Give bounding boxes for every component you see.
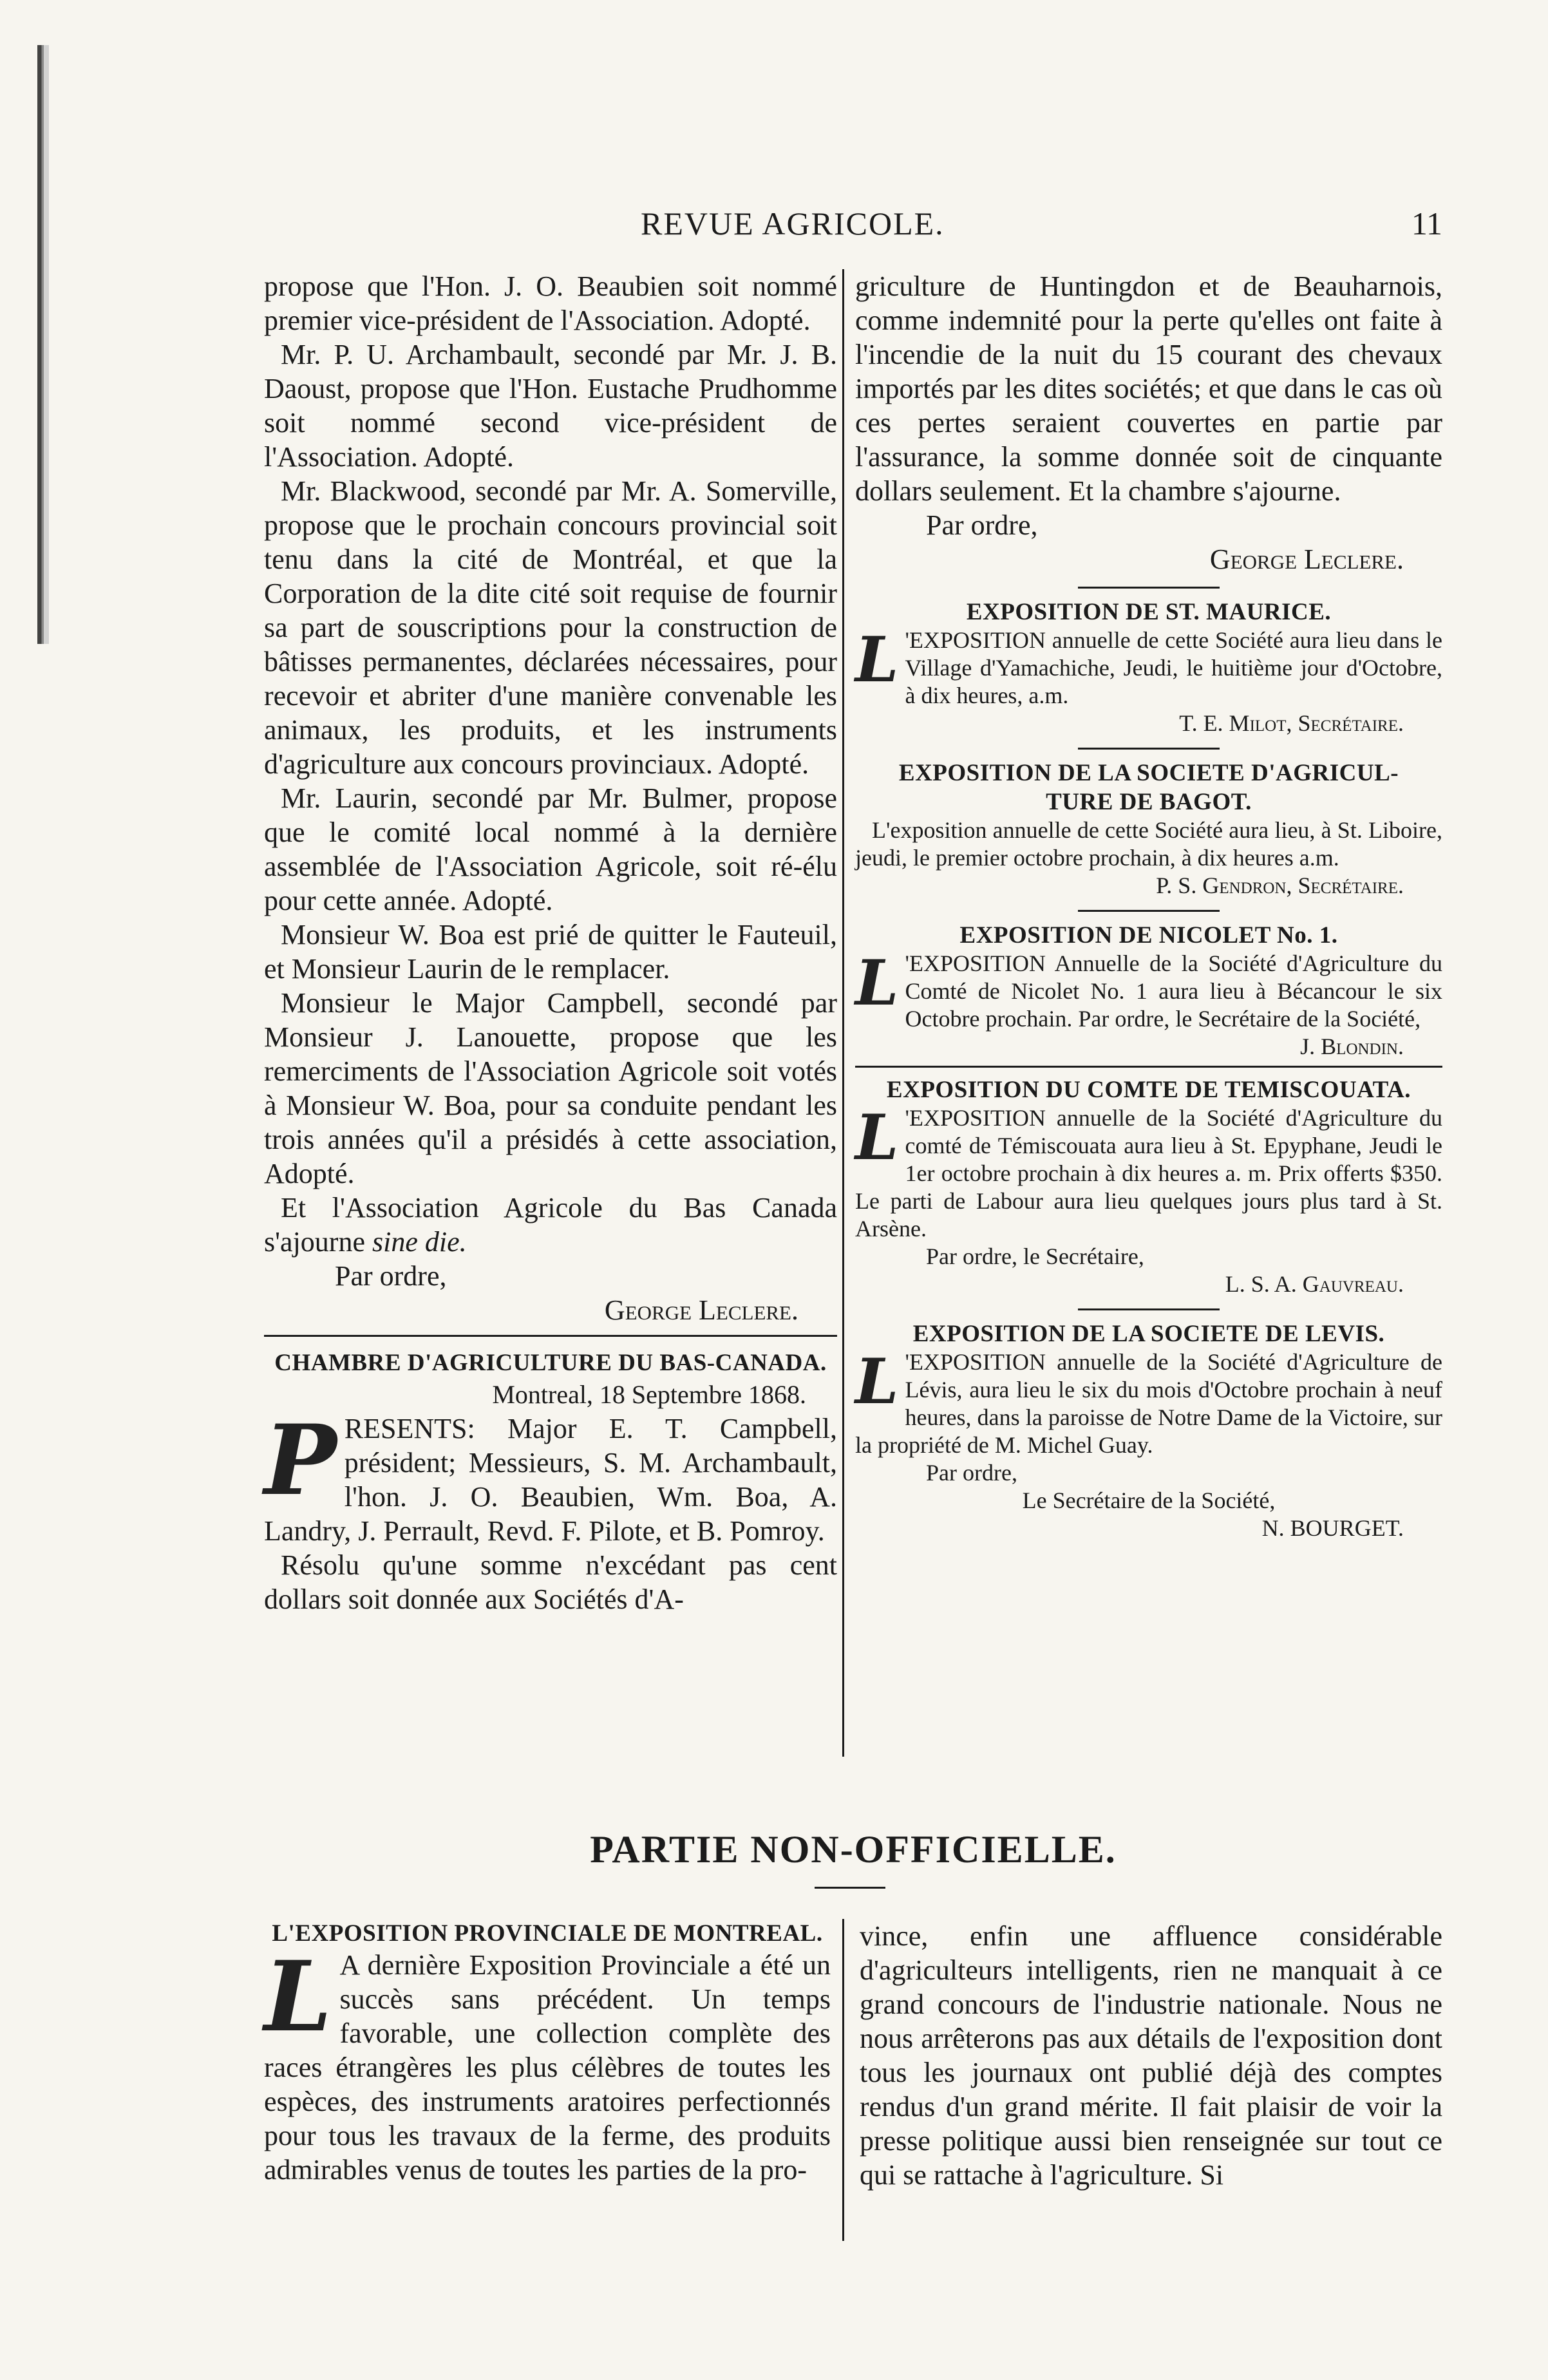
signature: George Leclere. <box>604 1294 798 1326</box>
page-header <box>264 205 1442 250</box>
signature: George Leclere. <box>1209 543 1404 575</box>
chambre-heading: CHAMBRE D'AGRICULTURE DU BAS-CANADA. <box>274 1350 827 1376</box>
paragraph <box>264 1191 837 1259</box>
paragraph: Résolu qu'une somme n'excédant pas cent dollars soit donnée aux Sociétés d'A- <box>264 1549 837 1615</box>
secretaire-line: Le Secrétaire de la Société, <box>1022 1488 1276 1513</box>
st-maurice-notice <box>855 623 1442 710</box>
notice-text: 'EXPOSITION Annuelle de la Société d'Agriculture du Comté de Nicolet No. 1 aura lieu à Bécancour le six Octobre prochain. Par ordre, le Secrétaire de la Société, <box>905 950 1442 1032</box>
ornamental-initial-l: L <box>855 623 899 696</box>
ornamental-initial-p: P <box>264 1404 337 1517</box>
paragraph: griculture de Huntingdon et de Beauharnois, comme indemnité pour la perte qu'elles ont faite à l'incendie de la nuit du 15 courant des chevaux importés par les dites sociétés; et que dans le cas où ces pertes seraient couvertes en partie par l'assurance, la somme donnée soit de cinquante dollars seulement. Et la chambre s'ajourne. <box>855 270 1442 507</box>
par-ordre: Par ordre, <box>926 509 1038 541</box>
st-maurice-heading: EXPOSITION DE ST. MAURICE. <box>966 599 1332 625</box>
ornamental-initial-l: L <box>855 1345 899 1418</box>
levis-notice <box>855 1345 1442 1459</box>
paragraph: Mr. Laurin, secondé par Mr. Bulmer, propose que le comité local nommé à la dernière assemblée de l'Association Agricole, soit ré-élu pour cette année. Adopté. <box>264 782 837 916</box>
notice-signature: P. S. Gendron, Secrétaire. <box>1156 873 1404 898</box>
par-ordre: Par ordre, <box>335 1260 447 1292</box>
paragraph: Monsieur W. Boa est prié de quitter le Fauteuil, et Monsieur Laurin de le remplacer. <box>264 919 837 985</box>
section-title: PARTIE NON-OFFICIELLE. <box>590 1828 1117 1871</box>
nicolet-heading: EXPOSITION DE NICOLET No. 1. <box>959 922 1338 949</box>
page-number: 11 <box>1411 205 1442 241</box>
par-ordre: Par ordre, <box>926 1460 1017 1486</box>
temiscouata-heading: EXPOSITION DU COMTE DE TEMISCOUATA. <box>886 1077 1411 1103</box>
paragraph-text: Et l'Association Agricole du Bas Canada s'ajourne <box>264 1192 837 1258</box>
article-paragraph: vince, enfin une affluence considérable d'agriculteurs intelligents, rien ne manquait à ce grand concours de l'industrie nationale. Nous ne nous arrêterons pas aux détails de l'exposition dont tous les journaux ont publié déjà des comptes rendus d'un grand mérite. Il fait plaisir de voir la presse politique aussi bien renseignée sur tout ce qui se rattache à l'agriculture. Si <box>860 1920 1442 2191</box>
divider <box>1078 910 1220 912</box>
notice-text: 'EXPOSITION annuelle de la Société d'Agriculture du comté de Témiscouata aura lieu à St. Epyphane, Jeudi le 1er octobre prochain à dix heures a. m. Prix offerts $350. Le parti de Labour aura lieu quelques jours plus tard à St. Arsène. <box>855 1105 1442 1242</box>
divider <box>1078 587 1220 589</box>
article-paragraph <box>264 1940 831 2187</box>
ornamental-initial-l: L <box>264 1940 332 2054</box>
article-heading: L'EXPOSITION PROVINCIALE DE MONTREAL. <box>272 1920 823 1947</box>
scan-edge-decoration <box>37 45 49 644</box>
notice-text: 'EXPOSITION annuelle de cette Société aura lieu dans le Village d'Yamachiche, Jeudi, le huitième jour d'Octobre, à dix heures, a.m. <box>905 627 1442 708</box>
article-right-column <box>860 1919 1442 2192</box>
notice-signature: L. S. A. Gauvreau. <box>1225 1271 1404 1297</box>
running-title: REVUE AGRICOLE. <box>641 205 945 241</box>
par-ordre: Par ordre, le Secrétaire, <box>926 1243 1144 1269</box>
left-column <box>264 269 837 1616</box>
article-text: A dernière Exposition Provinciale a été un succès sans précédent. Un temps favorable, une collection complète des races étrangères les plus célèbres de toutes les espèces, des instruments aratoires perfectionnés pour tous les travaux de la ferme, des produits admirables venus de toutes les parties de la pro- <box>264 1949 831 2186</box>
presents-text: RESENTS: Major E. T. Campbell, président; Messieurs, S. M. Archambault, l'hon. J. O. Beaubien, Wm. Boa, A. Landry, J. Perrault, Revd. F. Pilote, et B. Pomroy. <box>264 1413 837 1547</box>
section-divider <box>815 1887 885 1889</box>
bagot-heading-2: TURE DE BAGOT. <box>1046 789 1252 815</box>
ornamental-initial-l: L <box>855 947 899 1019</box>
paragraph: Mr. Blackwood, secondé par Mr. A. Somerville, propose que le prochain concours provincial soit tenu dans la cité de Montréal, et que la Corporation de la dite cité soit requise de fournir sa part de souscriptions pour la construction de bâtisses permanentes, déclarées nécessaires, pour recevoir et abriter d'une manière convenable les animaux, les produits, et les instruments d'agriculture aux concours provinciaux. Adopté. <box>264 475 837 780</box>
divider <box>1078 1308 1220 1310</box>
ornamental-initial-l: L <box>855 1101 899 1174</box>
levis-heading: EXPOSITION DE LA SOCIETE DE LEVIS. <box>912 1321 1385 1347</box>
column-divider <box>842 269 844 1757</box>
bagot-heading-1: EXPOSITION DE LA SOCIETE D'AGRICUL- <box>898 760 1399 786</box>
right-column <box>855 269 1442 1542</box>
temiscouata-notice <box>855 1101 1442 1243</box>
paragraph: Monsieur le Major Campbell, secondé par Monsieur J. Lanouette, propose que les remerciments de l'Association Agricole soit votés à Monsieur W. Boa, pour sa conduite pendant les trois années qu'il a présidés à cette association, Adopté. <box>264 987 837 1189</box>
paragraph: propose que l'Hon. J. O. Beaubien soit nommé premier vice-président de l'Association. Adopté. <box>264 270 837 336</box>
article-left-column <box>264 1919 831 2187</box>
latin-phrase: sine die. <box>372 1226 467 1258</box>
presents-paragraph <box>264 1404 837 1548</box>
column-divider <box>842 1919 844 2241</box>
notice-text: 'EXPOSITION annuelle de la Société d'Agriculture de Lévis, aura lieu le six du mois d'Octobre prochain à neuf heures, dans la paroisse de Notre Dame de la Victoire, sur la propriété de M. Michel Guay. <box>855 1349 1442 1458</box>
notice-signature: J. Blondin. <box>1300 1034 1404 1059</box>
bagot-notice: L'exposition annuelle de cette Société aura lieu, à St. Liboire, jeudi, le premier octobre prochain, à dix heures a.m. <box>855 817 1442 871</box>
divider <box>264 1335 837 1337</box>
chambre-date: Montreal, 18 Septembre 1868. <box>492 1380 806 1409</box>
nicolet-notice <box>855 947 1442 1033</box>
divider <box>1078 748 1220 750</box>
notice-signature: T. E. Milot, Secrétaire. <box>1179 710 1404 736</box>
notice-signature: N. BOURGET. <box>1261 1515 1404 1541</box>
paragraph: Mr. P. U. Archambault, secondé par Mr. J. B. Daoust, propose que l'Hon. Eustache Prudhomme soit nommé second vice-président de l'Association. Adopté. <box>264 339 837 473</box>
divider <box>855 1066 1442 1068</box>
